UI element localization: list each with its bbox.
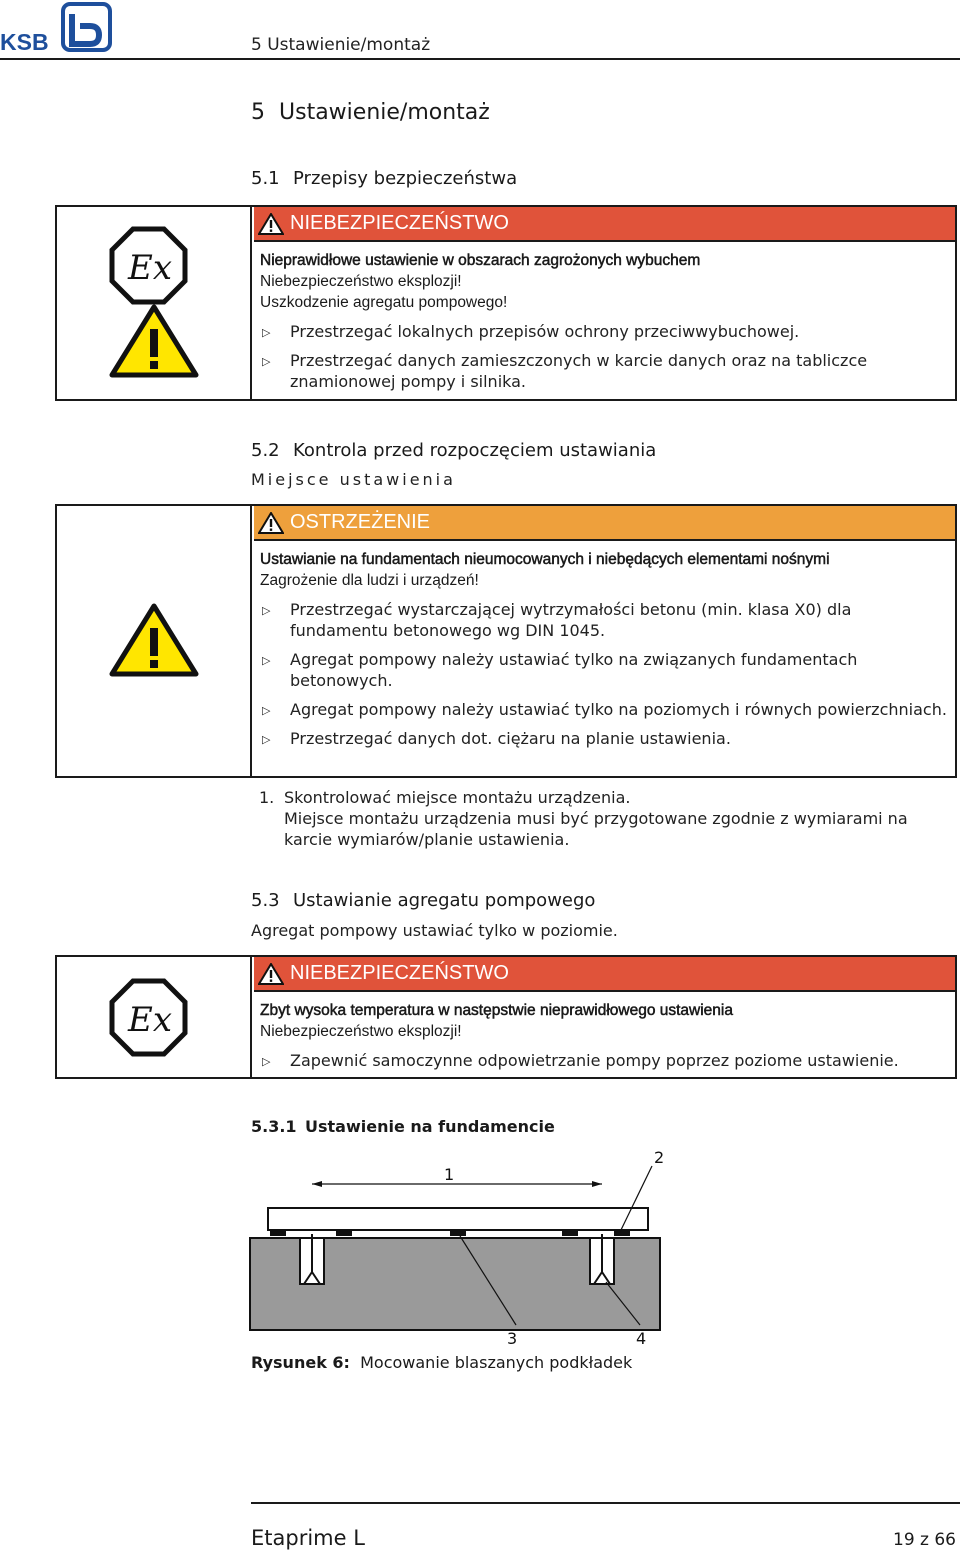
section-5-2-heading	[251, 440, 656, 461]
bullet-triangle-icon: ▷	[262, 326, 271, 339]
warning-line: Niebezpieczeństwo eksplozji!	[260, 1023, 462, 1040]
list-item: ▷ Zapewnić samoczynne odpowietrzanie pompy poprzez poziome ustawienie.	[262, 1051, 899, 1070]
section-5-1-heading	[251, 168, 517, 189]
warning-icon-column	[57, 957, 252, 1077]
signal-word: OSTRZEŻENIE	[290, 511, 431, 533]
logo-text: KSB	[0, 29, 49, 54]
figure-label-1: 1	[444, 1165, 455, 1184]
anchor-bolt	[300, 1234, 324, 1284]
signal-bar-danger	[254, 957, 955, 992]
warning-line: Uszkodzenie agregatu pompowego!	[260, 294, 508, 311]
header-rule	[0, 58, 960, 60]
anchor-bolt	[590, 1234, 614, 1284]
section-title: Ustawianie agregatu pompowego	[293, 890, 596, 911]
bullet-triangle-icon: ▷	[262, 704, 271, 717]
figure-label-2: 2	[654, 1148, 665, 1167]
list-item: ▷ Agregat pompowy należy ustawiać tylko na związanych fundamentach betonowych.	[262, 650, 858, 690]
list-item: ▷ Agregat pompowy należy ustawiać tylko na poziomych i równych powierzchniach.	[262, 700, 947, 719]
warning-heading: Ustawianie na fundamentach nieumocowanych i niebędących elementami nośnymi	[260, 551, 830, 568]
warning-line: Niebezpieczeństwo eksplozji!	[260, 273, 462, 290]
subheading-miejsce: Miejsce ustawienia	[251, 470, 456, 489]
svg-text:Ex: Ex	[128, 248, 172, 288]
section-number: 5.3	[251, 890, 280, 911]
signal-bar-danger	[254, 207, 955, 242]
list-item: ▷ Przestrzegać danych dot. ciężaru na planie ustawienia.	[262, 729, 731, 748]
warning-lead	[254, 992, 955, 1042]
bullet-triangle-icon: ▷	[262, 1055, 271, 1068]
figure-shim-mounting	[248, 1140, 668, 1355]
footer-rule	[251, 1502, 960, 1504]
running-header: 5 Ustawienie/montaż	[251, 35, 431, 55]
signal-word: NIEBEZPIECZEŃSTWO	[290, 962, 509, 984]
section-title: Przepisy bezpieczeństwa	[293, 168, 518, 189]
caption-label: Rysunek 6:	[251, 1353, 350, 1372]
section-5-3-heading	[251, 890, 595, 911]
warning-heading: Zbyt wysoka temperatura w następstwie nieprawidłowego ustawienia	[260, 1002, 733, 1019]
page-number: 19 z 66	[893, 1530, 956, 1550]
hazard-triangle-icon	[112, 307, 196, 375]
chapter-number: 5	[251, 100, 265, 125]
danger-box-temperature	[55, 955, 957, 1079]
warning-triangle-icon	[258, 963, 284, 985]
step-detail: Miejsce montażu urządzenia musi być przygotowane zgodnie z wymiarami na karcie wymiarów/planie ustawienia.	[284, 809, 908, 849]
section-number: 5.3.1	[251, 1117, 297, 1136]
chapter-title	[251, 100, 490, 125]
warning-heading: Nieprawidłowe ustawienie w obszarach zagrożonych wybuchem	[260, 252, 701, 269]
step-list	[251, 787, 934, 850]
section-number: 5.2	[251, 440, 280, 461]
ksb-logo	[0, 0, 112, 54]
bullet-triangle-icon: ▷	[262, 355, 271, 368]
list-item: ▷ Przestrzegać danych zamieszczonych w karcie danych oraz na tabliczce znamionowej pompy i silnika.	[262, 351, 868, 391]
signal-bar-warning	[254, 506, 955, 541]
danger-box-explosion	[55, 205, 957, 401]
section-5-3-1-heading	[251, 1117, 555, 1136]
ex-icon	[112, 981, 185, 1054]
bullet-triangle-icon: ▷	[262, 604, 271, 617]
baseplate	[268, 1208, 648, 1230]
warning-lead	[254, 242, 955, 313]
warning-box-foundation	[55, 504, 957, 778]
ex-icon	[112, 229, 185, 302]
warning-lead	[254, 541, 955, 591]
dimension-line-1	[312, 1181, 602, 1187]
step-number: 1.	[259, 788, 275, 807]
section-number: 5.1	[251, 168, 280, 189]
warning-list	[254, 599, 955, 749]
warning-triangle-icon	[258, 213, 284, 235]
warning-list	[254, 321, 955, 392]
caption-text: Mocowanie blaszanych podkładek	[360, 1353, 633, 1372]
warning-list	[254, 1050, 955, 1071]
footer-product-title: Etaprime L	[251, 1526, 365, 1550]
figure-label-3: 3	[507, 1329, 518, 1348]
hazard-triangle-icon	[112, 606, 196, 674]
section-title: Ustawienie na fundamencie	[305, 1117, 555, 1136]
section-5-3-text: Agregat pompowy ustawiać tylko w poziomie.	[251, 921, 618, 940]
section-title: Kontrola przed rozpoczęciem ustawiania	[293, 440, 657, 461]
step-item	[251, 787, 934, 850]
list-item: ▷ Przestrzegać lokalnych przepisów ochrony przeciwwybuchowej.	[262, 322, 800, 341]
warning-line: Zagrożenie dla ludzi i urządzeń!	[260, 572, 479, 589]
signal-word: NIEBEZPIECZEŃSTWO	[290, 212, 509, 234]
step-title: Skontrolować miejsce montażu urządzenia.	[284, 788, 631, 807]
warning-icon-column	[57, 207, 252, 399]
list-item: ▷ Przestrzegać wystarczającej wytrzymałości betonu (min. klasa X0) dla fundamentu betonowego wg DIN 1045.	[262, 600, 852, 640]
bullet-triangle-icon: ▷	[262, 733, 271, 746]
bullet-triangle-icon: ▷	[262, 654, 271, 667]
warning-triangle-icon	[258, 512, 284, 534]
chapter-title-text: Ustawienie/montaż	[279, 100, 490, 125]
figure-caption	[251, 1353, 632, 1372]
svg-text:Ex: Ex	[128, 1000, 172, 1040]
warning-icon-column	[57, 506, 252, 776]
figure-label-4: 4	[636, 1329, 647, 1348]
